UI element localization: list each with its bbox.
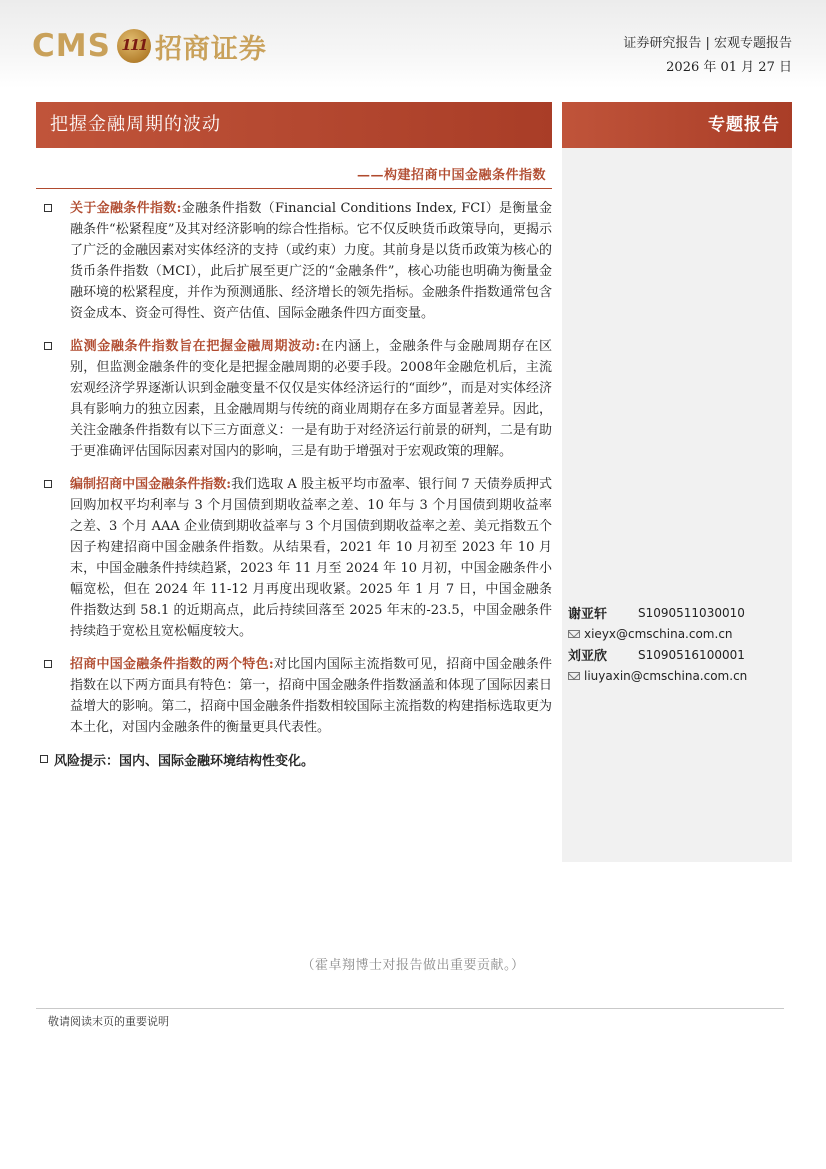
document-type: 证券研究报告 | 宏观专题报告 [623,36,792,51]
report-title-bar [36,102,552,148]
company-logo [32,24,267,68]
summary-body [40,198,552,769]
mail-icon [568,672,580,680]
summary-item [40,654,552,738]
analyst-license: S1090516100001 [638,647,745,662]
logo-emblem-icon [117,29,151,63]
mail-icon [568,630,580,638]
summary-lead: 监测金融条件指数旨在把握金融周期波动: [70,339,321,354]
summary-lead: 关于金融条件指数: [70,201,182,216]
checkbox-bullet-icon [40,755,48,763]
risk-warning [40,750,552,769]
analyst-email-row [568,623,792,644]
summary-lead: 招商中国金融条件指数的两个特色: [70,657,274,672]
summary-paragraph [70,474,552,642]
analyst-row [568,644,792,665]
logo-text-cn: 招商证券 [154,33,267,65]
logo-text-en: CMS [32,28,111,64]
checkbox-bullet-icon [44,660,52,668]
summary-paragraph [70,654,552,738]
risk-text: 风险提示：国内、国际金融环境结构性变化。 [54,754,315,769]
report-subtitle: ——构建招商中国金融条件指数 [356,168,546,183]
sidebar-panel [562,148,792,862]
report-tag: 专题报告 [708,115,780,135]
checkbox-bullet-icon [44,342,52,350]
summary-lead: 编制招商中国金融条件指数: [70,477,232,492]
analyst-email[interactable]: liuyaxin@cmschina.com.cn [584,668,748,683]
checkbox-bullet-icon [44,480,52,488]
document-date: 2026 年 01 月 27 日 [666,60,792,75]
footer-divider [36,1008,784,1009]
summary-item [40,198,552,324]
summary-text: 我们选取 A 股主板平均市盈率、银行间 7 天债券质押式回购加权平均利率与 3 个月国债到期收益率之差、10 年与 3 个月国债到期收益率之差、3 个月 AAA 企业债到期收益率与 3 个月国债到期收益率之差、美元指数五个因子构建招商中国金融条件指数。从结果看，2021 年 10 月初至 2023 年 10 月末，中国金融条件持续趋紧，2023 年 11 月至 2024 年 10 月初，中国金融条件小幅宽松，但在 2024 年 11-12 月再度出现收紧。2025 年 1 月 7 日，中国金融条件指数达到 58.1 的近期高点，此后持续回落至 2025 年末的-23.5，中国金融条件持续趋于宽松且宽松幅度较大。 [70,477,552,639]
footer-note: 敬请阅读末页的重要说明 [48,1015,169,1028]
analyst-license: S1090511030010 [638,605,745,620]
subtitle-divider [36,188,552,189]
summary-item [40,474,552,642]
analyst-list [568,602,792,686]
analyst-email-row [568,665,792,686]
summary-text: 在内涵上，金融条件与金融周期存在区别，但监测金融条件的变化是把握金融周期的必要手段。2008年金融危机后，主流宏观经济学界逐渐认识到金融变量不仅仅是实体经济运行的“面纱”，而是对实体经济具有影响力的独立因素，且金融周期与传统的商业周期存在多方面显著差异。因此，关注金融条件指数有以下三方面意义：一是有助于对经济运行前景的研判，二是有助于更准确评估国际因素对国内的影响，三是有助于增强对于宏观政策的理解。 [70,339,552,459]
report-title: 把握金融周期的波动 [50,114,221,135]
summary-text: 金融条件指数（Financial Conditions Index, FCI）是衡量金融条件“松紧程度”及其对经济影响的综合性指标。它不仅反映货币政策导向，更揭示了广泛的金融因素对实体经济的支持（或约束）力度。其前身是以货币政策为核心的货币条件指数（MCI），此后扩展至更广泛的“金融条件”，核心功能也明确为衡量金融环境的松紧程度，并作为预测通胀、经济增长的领先指标。金融条件指数通常包含资金成本、资金可得性、资产估值、国际金融条件四方面变量。 [70,201,552,321]
summary-paragraph [70,336,552,462]
analyst-name: 谢亚轩 [568,607,608,622]
checkbox-bullet-icon [44,204,52,212]
summary-paragraph [70,198,552,324]
analyst-email[interactable]: xieyx@cmschina.com.cn [584,626,733,641]
contribution-note: （霍卓翔博士对报告做出重要贡献。） [301,958,525,973]
analyst-name: 刘亚欣 [568,649,608,664]
summary-item [40,336,552,462]
analyst-row [568,602,792,623]
report-tag-bar [562,102,792,148]
summary-text: 对比国内国际主流指数可见，招商中国金融条件指数在以下两方面具有特色：第一，招商中国金融条件指数涵盖和体现了国际因素日益增大的影响。第二，招商中国金融条件指数相较国际主流指数的构建指标选取更为本土化，对国内金融条件的衡量更具代表性。 [70,657,552,735]
